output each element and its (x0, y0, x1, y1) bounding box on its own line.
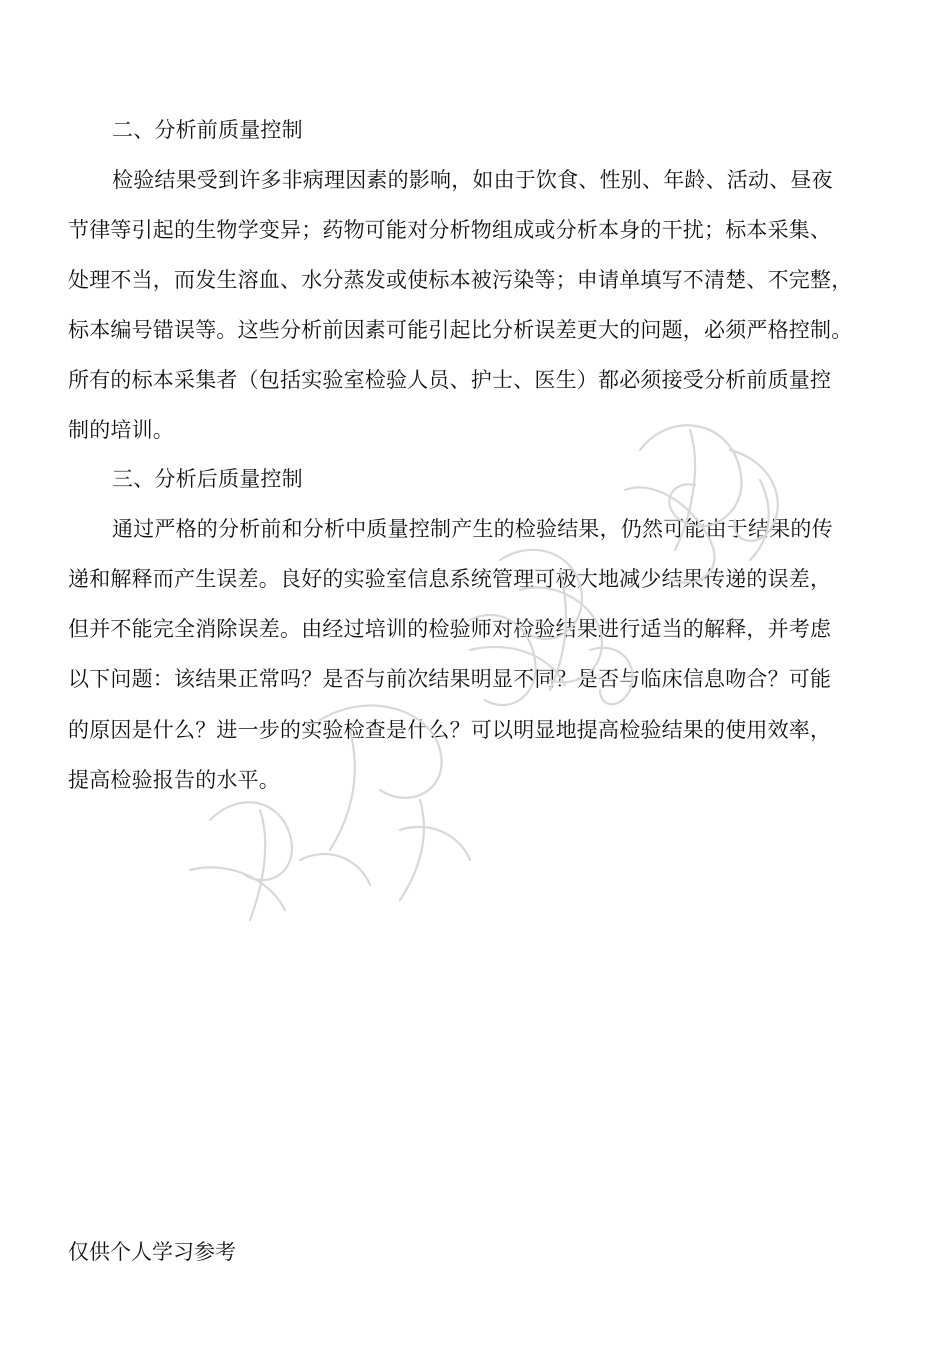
paragraph-line: 通过严格的分析前和分析中质量控制产生的检验结果，仍然可能由于结果的传 (112, 517, 833, 541)
footer-note: 仅供个人学习参考 (68, 1240, 236, 1264)
paragraph-line: 的原因是什么？进一步的实验检查是什么？可以明显地提高检验结果的使用效率， (68, 718, 832, 742)
paragraph-line: 制的培训。 (68, 418, 174, 442)
paragraph-line: 检验结果受到许多非病理因素的影响，如由于饮食、性别、年龄、活动、昼夜 (112, 168, 833, 192)
paragraph-line: 处理不当，而发生溶血、水分蒸发或使标本被污染等；申请单填写不清楚、不完整， (68, 268, 853, 292)
paragraph-line: 但并不能完全消除误差。由经过培训的检验师对检验结果进行适当的解释，并考虑 (68, 617, 832, 641)
section-heading-2: 二、分析前质量控制 (112, 118, 303, 142)
paragraph-line: 以下问题：该结果正常吗？是否与前次结果明显不同？是否与临床信息吻合？可能 (68, 667, 832, 691)
paragraph-line: 提高检验报告的水平。 (68, 768, 280, 792)
paragraph-line: 节律等引起的生物学变异；药物可能对分析物组成或分析本身的干扰；标本采集、 (68, 218, 832, 242)
paragraph-line: 递和解释而产生误差。良好的实验室信息系统管理可极大地减少结果传递的误差， (68, 567, 832, 591)
section-heading-3: 三、分析后质量控制 (112, 467, 303, 491)
paragraph-line: 所有的标本采集者（包括实验室检验人员、护士、医生）都必须接受分析前质量控 (68, 368, 832, 392)
paragraph-line: 标本编号错误等。这些分析前因素可能引起比分析误差更大的问题，必须严格控制。 (68, 318, 853, 342)
